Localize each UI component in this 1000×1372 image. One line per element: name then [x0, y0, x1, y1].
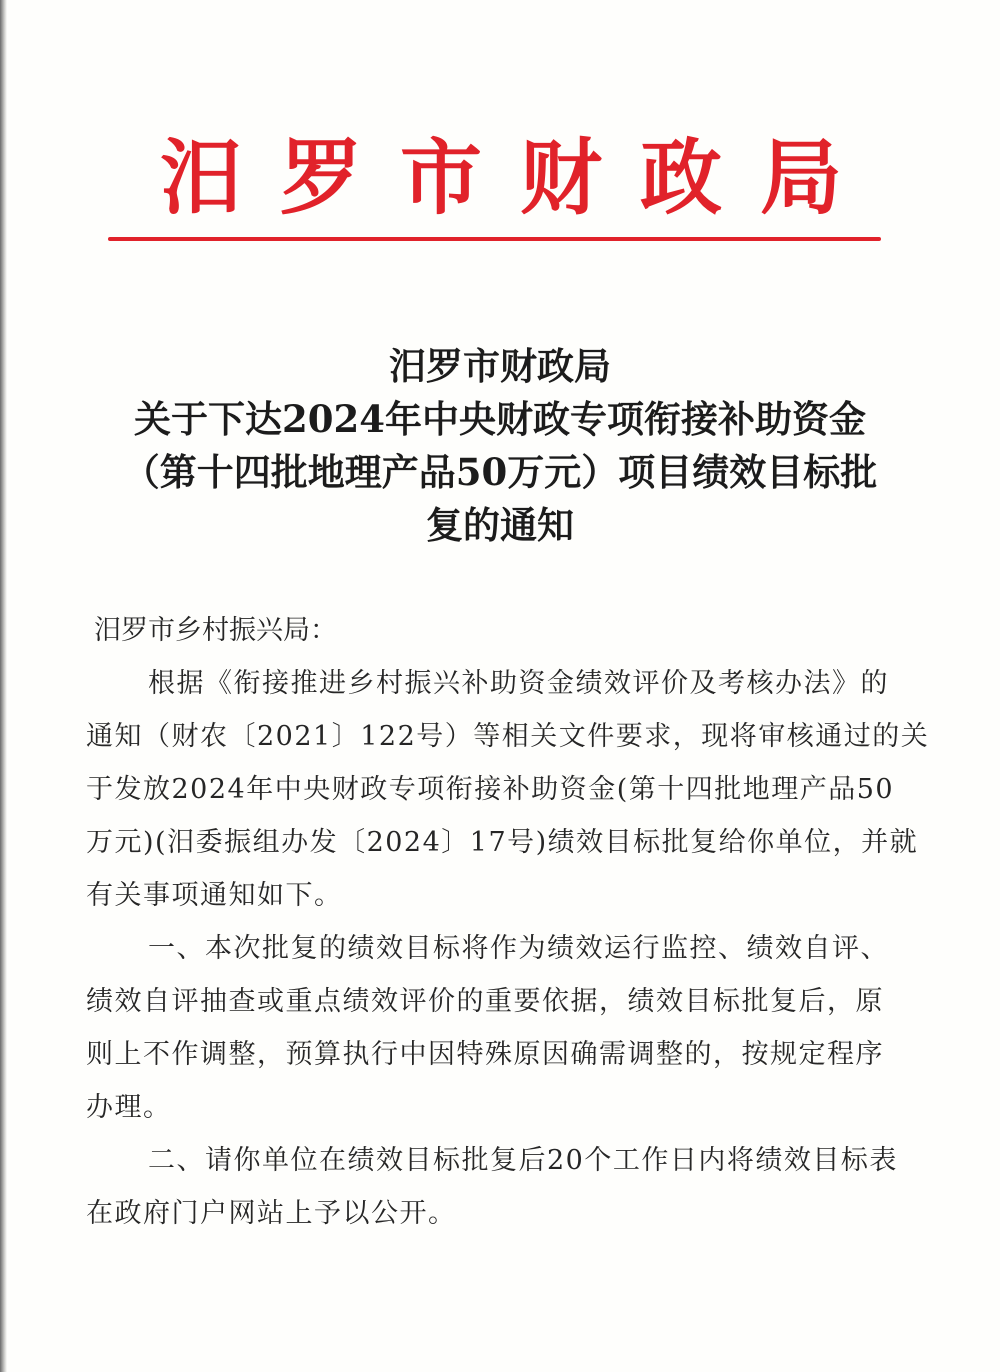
paragraph-line: 绩效自评抽查或重点绩效评价的重要依据，绩效目标批复后，原 [86, 986, 884, 1017]
paragraph-line: 根据《衔接推进乡村振兴补助资金绩效评价及考核办法》的 [148, 668, 889, 699]
salutation: 汨罗市乡村振兴局： [94, 615, 337, 646]
title-line: （第十四批地理产品50万元）项目绩效目标批 [122, 450, 878, 494]
paragraph-line: 万元)(汨委振组办发〔2024〕17号)绩效目标批复给你单位，并就 [86, 827, 919, 858]
paragraph-line: 二、请你单位在绩效目标批复后20个工作日内将绩效目标表 [148, 1145, 898, 1176]
paragraph-line: 一、本次批复的绩效目标将作为绩效运行监控、绩效自评、 [148, 933, 889, 964]
paragraph-item-one [86, 922, 889, 1134]
document-body [86, 604, 930, 1240]
title-line: 汨罗市财政局 [389, 344, 611, 388]
masthead-red-rule [108, 237, 881, 241]
paragraph-line: 在政府门户网站上予以公开。 [86, 1198, 457, 1229]
title-line: 复的通知 [426, 503, 574, 547]
paragraph-item-two [86, 1134, 898, 1240]
paragraph-line: 办理。 [86, 1092, 172, 1123]
paragraph-line: 有关事项通知如下。 [86, 880, 343, 911]
masthead-org-name: 汨罗市财政局 [159, 130, 880, 226]
paragraph-line: 通知（财农〔2021〕122号）等相关文件要求，现将审核通过的关 [86, 721, 930, 752]
paragraph-line: 则上不作调整，预算执行中因特殊原因确需调整的，按规定程序 [86, 1039, 884, 1070]
paragraph-basis [86, 657, 930, 922]
document-title [60, 340, 940, 552]
title-line: 关于下达2024年中央财政专项衔接补助资金 [134, 397, 866, 441]
paragraph-line: 于发放2024年中央财政专项衔接补助资金(第十四批地理产品50 [86, 774, 895, 805]
